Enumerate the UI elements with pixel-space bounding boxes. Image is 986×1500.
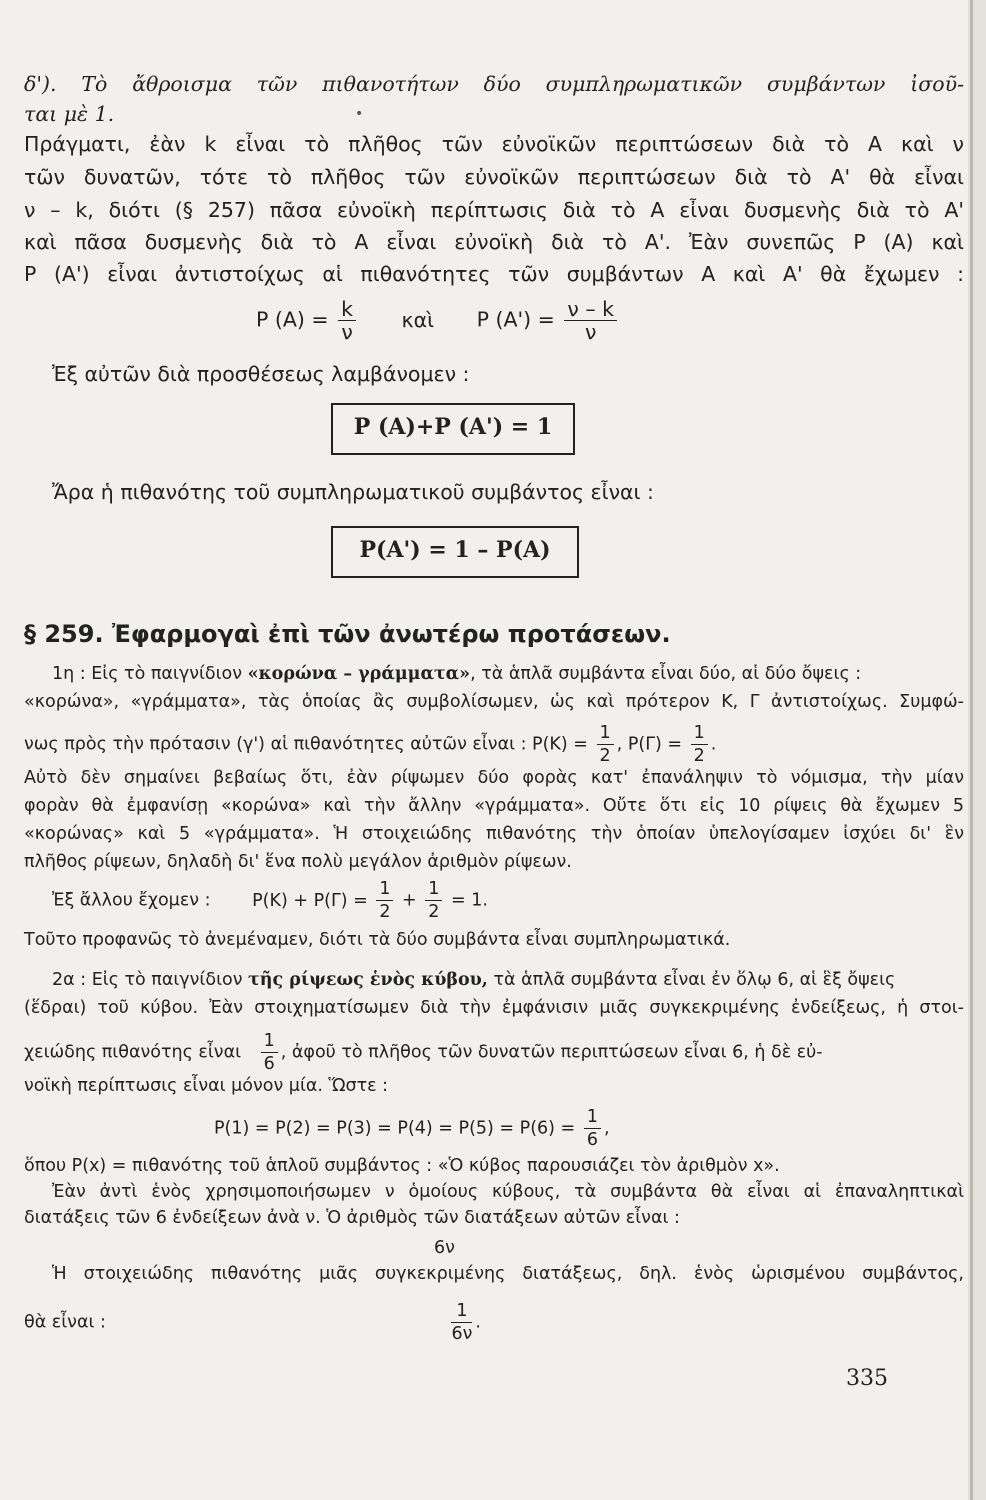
fraction (451, 1300, 472, 1345)
proposition-delta-end: ται μὲ 1. (24, 102, 115, 126)
denominator: 6 (586, 1130, 598, 1150)
fraction (597, 722, 614, 767)
text: νως πρὸς τὴν πρότασιν (γ') αἱ πιθανότητες αὐτῶν εἶναι : Ρ(Κ) = (24, 734, 588, 755)
text: = 1. (451, 890, 488, 911)
text-line: Ἐὰν ἀντὶ ἑνὸς χρησιμοποιήσωμεν ν ὁμοίους κύβους, τὰ συμβάντα θὰ εἶναι αἱ ἐπαναληπτικαὶ (52, 1182, 964, 1202)
fraction (425, 878, 442, 923)
eq-kai: καὶ (401, 307, 435, 332)
example-1-probabilities (24, 722, 964, 767)
text: τὰ ἁπλᾶ συμβάντα εἶναι ἐν ὅλῳ 6, αἱ ἓξ ὄψεις (487, 970, 896, 990)
numerator: k (338, 298, 356, 321)
example-1-sum (52, 878, 986, 923)
numerator: 1 (376, 878, 393, 901)
text-line: Πράγματι, ἐὰν k εἶναι τὸ πλῆθος τῶν εὐνοϊκῶν περιπτώσεων διὰ τὸ Α καὶ ν (24, 132, 964, 156)
boxed-formula-complement: Ρ(Α') = 1 – Ρ(Α) (331, 526, 579, 578)
text: θὰ εἶναι : (24, 1312, 106, 1333)
text: Ρ(Κ) + Ρ(Γ) = (252, 890, 368, 911)
bold-term: τῆς ρίψεως ἑνὸς κύβου, (248, 970, 488, 990)
text-line: Ἐξ αὐτῶν διὰ προσθέσεως λαμβάνομεν : (52, 362, 470, 386)
denominator: 6ν (451, 1324, 473, 1344)
text-line: Ρ (Α') εἶναι ἀντιστοίχως αἱ πιθανότητες τῶν συμβάντων Α καὶ Α' θὰ ἔχωμεν : (24, 262, 964, 286)
text-line: «κορώνας» καὶ 5 «γράμματα». Ἡ στοιχειώδης πιθανότης τὴν ὁποίαν ὑπελογίσαμεν ἰσχύει δι' ἓν (24, 824, 964, 844)
denominator: 6 (263, 1054, 275, 1074)
numerator: 1 (261, 1030, 278, 1053)
text-line: Τοῦτο προφανῶς τὸ ἀνεμέναμεν, διότι τὰ δύο συμβάντα εἶναι συμπληρωματικά. (24, 930, 731, 950)
eq-lhs-1: Ρ (Α) = (256, 307, 329, 332)
equation-probabilities (256, 298, 676, 343)
denominator: 2 (599, 746, 611, 766)
numerator: 1 (597, 722, 614, 745)
text: χειώδης πιθανότης εἶναι (24, 1042, 242, 1063)
text-line: ν – k, διότι (§ 257) πᾶσα εὐνοϊκὴ περίπτωσις διὰ τὸ Α εἶναι δυσμενὴς διὰ τὸ Α' (24, 198, 964, 222)
example-1-line (52, 660, 986, 688)
fraction (261, 1030, 278, 1075)
text: Ρ(1) = Ρ(2) = Ρ(3) = Ρ(4) = Ρ(5) = Ρ(6) = (214, 1118, 576, 1139)
text-line: φορὰν θὰ ἐμφανίσῃ «κορώνα» καὶ τὴν ἄλλην «γράμματα». Οὔτε ὅτι εἰς 10 ρίψεις θὰ ἔχωμεν 5 (24, 796, 964, 816)
fraction (338, 298, 356, 343)
denominator: 2 (428, 902, 440, 922)
numerator: ν – k (564, 298, 617, 321)
numerator: 1 (691, 722, 708, 745)
example-2-equal-probabilities (214, 1106, 986, 1151)
fraction (584, 1106, 601, 1151)
denominator: ν (584, 320, 597, 344)
example-2-probability (24, 1030, 964, 1075)
numerator: 1 (425, 878, 442, 901)
fraction (564, 298, 617, 343)
denominator: 2 (379, 902, 391, 922)
fraction (376, 878, 393, 923)
text-line: διατάξεις τῶν 6 ἐνδείξεων ἀνὰ ν. Ὁ ἀριθμὸς τῶν διατάξεων αὐτῶν εἶναι : (24, 1208, 680, 1228)
text: . (710, 734, 717, 755)
text: , ἀφοῦ τὸ πλῆθος τῶν δυνατῶν περιπτώσεων εἶναι 6, ἡ δὲ εὐ- (280, 1042, 823, 1063)
eq-lhs-2: Ρ (Α') = (476, 307, 555, 332)
text: , Ρ(Γ) = (616, 734, 682, 755)
fraction (691, 722, 708, 767)
text-line: νοϊκὴ περίπτωσις εἶναι μόνον μία. Ὥστε : (24, 1076, 389, 1096)
text-line: Ἄρα ἡ πιθανότης τοῦ συμπληρωματικοῦ συμβάντος εἶναι : (52, 480, 654, 504)
text: 1η : Εἰς τὸ παιγνίδιον (52, 664, 248, 684)
text-line: καὶ πᾶσα δυσμενὴς διὰ τὸ Α εἶναι εὐνοϊκὴ διὰ τὸ Α'. Ἐὰν συνεπῶς Ρ (Α) καὶ (24, 230, 964, 254)
ink-dot: • (355, 106, 364, 122)
text: , τὰ ἁπλᾶ συμβάντα εἶναι δύο, αἱ δύο ὄψεις : (470, 664, 862, 684)
text-line: Αὐτὸ δὲν σημαίνει βεβαίως ὅτι, ἐὰν ρίψωμεν δύο φορὰς κατ' ἐπανάληψιν τὸ νόμισμα, τὴν μίαν (24, 768, 964, 788)
text-line: (ἕδραι) τοῦ κύβου. Ἐὰν στοιχηματίσωμεν διὰ τὴν ἐμφάνισιν μιᾶς συγκεκριμένης ἐνδείξεως, ἡ στοι- (24, 998, 964, 1018)
text-line: ὅπου Ρ(x) = πιθανότης τοῦ ἁπλοῦ συμβάντος : «Ὁ κύβος παρουσιάζει τὸν ἀριθμὸν x». (24, 1156, 780, 1176)
text: + (402, 890, 417, 911)
proposition-delta: δ'). Τὸ ἄθροισμα τῶν πιθανοτήτων δύο συμπληρωματικῶν συμβάντων ἰσοῦ- (24, 72, 964, 96)
page-edge-line (970, 0, 973, 1500)
numerator: 1 (451, 1300, 472, 1323)
example-2-final (24, 1300, 964, 1345)
arrangements-count: 6ν (434, 1238, 455, 1258)
text: 2α : Εἰς τὸ παιγνίδιον (52, 970, 249, 990)
denominator: 2 (693, 746, 705, 766)
text: , (603, 1118, 610, 1139)
text-line: τῶν δυνατῶν, τότε τὸ πλῆθος τῶν εὐνοϊκῶν περιπτώσεων διὰ τὸ Α' θὰ εἶναι (24, 165, 964, 189)
denominator: ν (341, 320, 353, 344)
boxed-formula-sum: Ρ (Α)+Ρ (Α') = 1 (331, 403, 575, 455)
text-line: πλῆθος ρίψεων, δηλαδὴ δι' ἕνα πολὺ μεγάλον ἀριθμὸν ρίψεων. (24, 852, 572, 872)
numerator: 1 (584, 1106, 601, 1129)
page-number: 335 (846, 1366, 888, 1391)
example-2-line (52, 966, 986, 994)
text-line: «κορώνα», «γράμματα», τὰς ὁποίας ἂς συμβολίσωμεν, ὡς καὶ πρότερον Κ, Γ ἀντιστοίχως. Συμφώ- (24, 692, 964, 712)
bold-term: «κορώνα – γράμματα» (247, 664, 471, 684)
text: . (475, 1312, 481, 1333)
text-line: Ἡ στοιχειώδης πιθανότης μιᾶς συγκεκριμένης διατάξεως, δηλ. ἑνὸς ὡρισμένου συμβάντος, (52, 1264, 964, 1284)
text: Ἐξ ἄλλου ἔχομεν : (52, 890, 211, 911)
section-heading: § 259. Ἐφαρμογαὶ ἐπὶ τῶν ἀνωτέρω προτάσεων. (24, 620, 671, 648)
